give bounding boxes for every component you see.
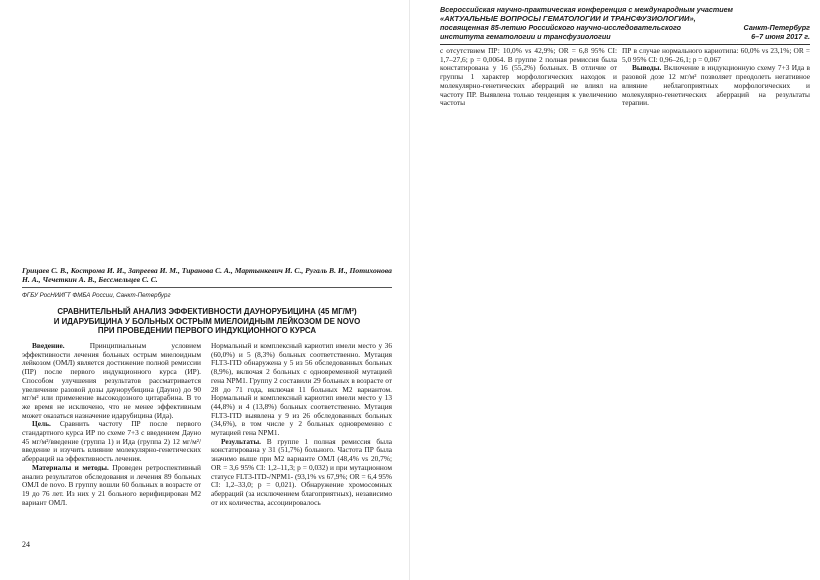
- header-line-4: института гематологии и трансфузиологии: [440, 32, 611, 41]
- intro-paragraph: [22, 342, 201, 420]
- page-number: 24: [22, 540, 30, 549]
- title-line-2: И ИДАРУБИЦИНА У БОЛЬНЫХ ОСТРЫМ МИЕЛОИДНЫМ ЛЕЙКОЗОМ DE NOVO: [53, 316, 361, 326]
- left-column-1: [22, 342, 201, 507]
- right-page: [410, 0, 820, 580]
- results-paragraph: [211, 438, 392, 508]
- header-line-2: «АКТУАЛЬНЫЕ ВОПРОСЫ ГЕМАТОЛОГИИ И ТРАНСФУЗИОЛОГИИ»,: [440, 14, 696, 23]
- header-line-1: Всероссийская научно-практическая конференция с международным участием: [440, 5, 733, 14]
- right-column-1: [440, 47, 617, 108]
- aim-paragraph: [22, 420, 201, 464]
- intro-heading: Введение.: [32, 341, 65, 350]
- conclusions-paragraph: [622, 64, 810, 108]
- header-rule: [440, 44, 810, 45]
- title-line-3: ПРИ ПРОВЕДЕНИИ ПЕРВОГО ИНДУКЦИОННОГО КУРСА: [97, 326, 317, 336]
- methods-text: Проведен ретроспективный анализ результатов обследования и лечения 89 больных ОМЛ de novo. В группу вошли 60 больных в возрасте от 19 до 76 лет. Из них у 21 больного верифицирован М2 вариант ОМЛ.: [22, 462, 201, 507]
- continued-paragraph: с отсутствием ПР: 10,0% vs 42,9%; OR = 6,8 95% CI: 1,7–27,6; p = 0,0064. В группе 2 полная ремиссия была констатирована у 16 (55,2%) больных. В отличие от группы 1 характер морфологических находок и молекулярно-генетических аберраций не влиял на частоту ПР. Выявлена только тенденция к увеличению частоты: [440, 46, 617, 108]
- conclusions-text: Включение в индукционную схему 7+3 Ида в разовой дозе 12 мг/м² позволяет преодолеть негативное влияние неблагоприятных морфологических и молекулярно-генетических аберраций на результаты терапии.: [622, 63, 810, 108]
- methods-heading: Материалы и методы.: [32, 462, 109, 472]
- right-column-2: [622, 47, 810, 108]
- continued-paragraph-2: ПР в случае нормального кариотипа: 60,0% vs 23,1%; OR = 5,0 95% CI: 0,96–26,1; p = 0,067: [622, 46, 810, 64]
- header-line-3: посвященная 85-летию Российского научно-исследовательского: [440, 23, 682, 32]
- article-title: [22, 307, 392, 336]
- results-heading: Результаты.: [221, 436, 262, 446]
- header-location: [744, 24, 810, 41]
- header-dates: 6–7 июня 2017 г.: [751, 31, 810, 41]
- methods-paragraph: [22, 464, 201, 508]
- aim-text: Сравнить частоту ПР после первого стандартного курса ИР по схеме 7+3 с введением Дауно 45 мг/м²/введение (группа 1) и Ида (группа 2) 12 мг/м²/введение и изучить влияние молекулярно-генетических аберраций на эффективность лечения.: [22, 419, 201, 464]
- aim-heading: Цель.: [32, 419, 51, 429]
- results-text: В группе 1 полная ремиссия была констатирована у 31 (51,7%) больного. Частота ПР была значимо выше при М2 варианте ОМЛ (48,4% vs 20,7%; OR = 3,6 95% CI: 1,2–11,3; p = 0,032) и при мутационном статусе FLT3-ITD-/NPM1- (93,1% vs 67,9%; OR = 6,4 95% CI: 1,2–33,0; p = 0,021). Обнаружение хромосомных аберраций (за исключением благоприятных), независимо от их количества, ассоциировалось: [211, 436, 392, 507]
- authors: Грицаев С. В., Кострома И. И., Запреева И. М., Тиранова С. А., Мартынкевич И. С., Ругаль В. И., Потихонова Н. А., Чечеткин А. В., Бессмельцев С. С.: [22, 266, 392, 285]
- affiliation: ФГБУ РосНИИГТ ФМБА России, Санкт-Петербург: [22, 292, 171, 299]
- title-line-1: СРАВНИТЕЛЬНЫЙ АНАЛИЗ ЭФФЕКТИВНОСТИ ДАУНОРУБИЦИНА (45 МГ/М²): [57, 307, 357, 316]
- running-header: [440, 5, 810, 41]
- header-city: Санкт-Петербург: [743, 23, 810, 32]
- divider: [22, 287, 392, 288]
- intro-text: Принципиальным условием эффективности лечения больных острым миелоидным лейкозом (ОМЛ) является достижение полной ремиссии (ПР) после первого индукционного курса (ИР). Способом улучшения результатов рассматривается увеличение разовой дозы даунорубицина (Дауно) до 90 мг/м² или применение высокодозного цитарабина. В то же время не исключено, что не менее эффективным может оказаться назначение идарубицина (Ида).: [22, 341, 201, 420]
- left-column-2: [211, 342, 392, 507]
- group-data-paragraph: Нормальный и комплексный кариотип имели место у 36 (60,0%) и 5 (8,3%) больных соответственно. Мутация FLT3-ITD обнаружена у 5 из 56 обследованных больных (8,9%), включая 2 больных с одновременной мутацией гена NPM1. Группу 2 составили 29 больных в возрасте от 28 до 71 года, включая 11 больных М2 вариантом. Нормальный и комплексный кариотип имели место у 13 (44,8%) и 4 (13,8%) больных соответственно. Мутация FLT3-ITD выявлена у 9 из 26 обследованных больных (34,6%), в том числе у 2 больных одновременно с мутацией гена NPM1.: [211, 341, 392, 438]
- conclusions-heading: Выводы.: [632, 63, 662, 73]
